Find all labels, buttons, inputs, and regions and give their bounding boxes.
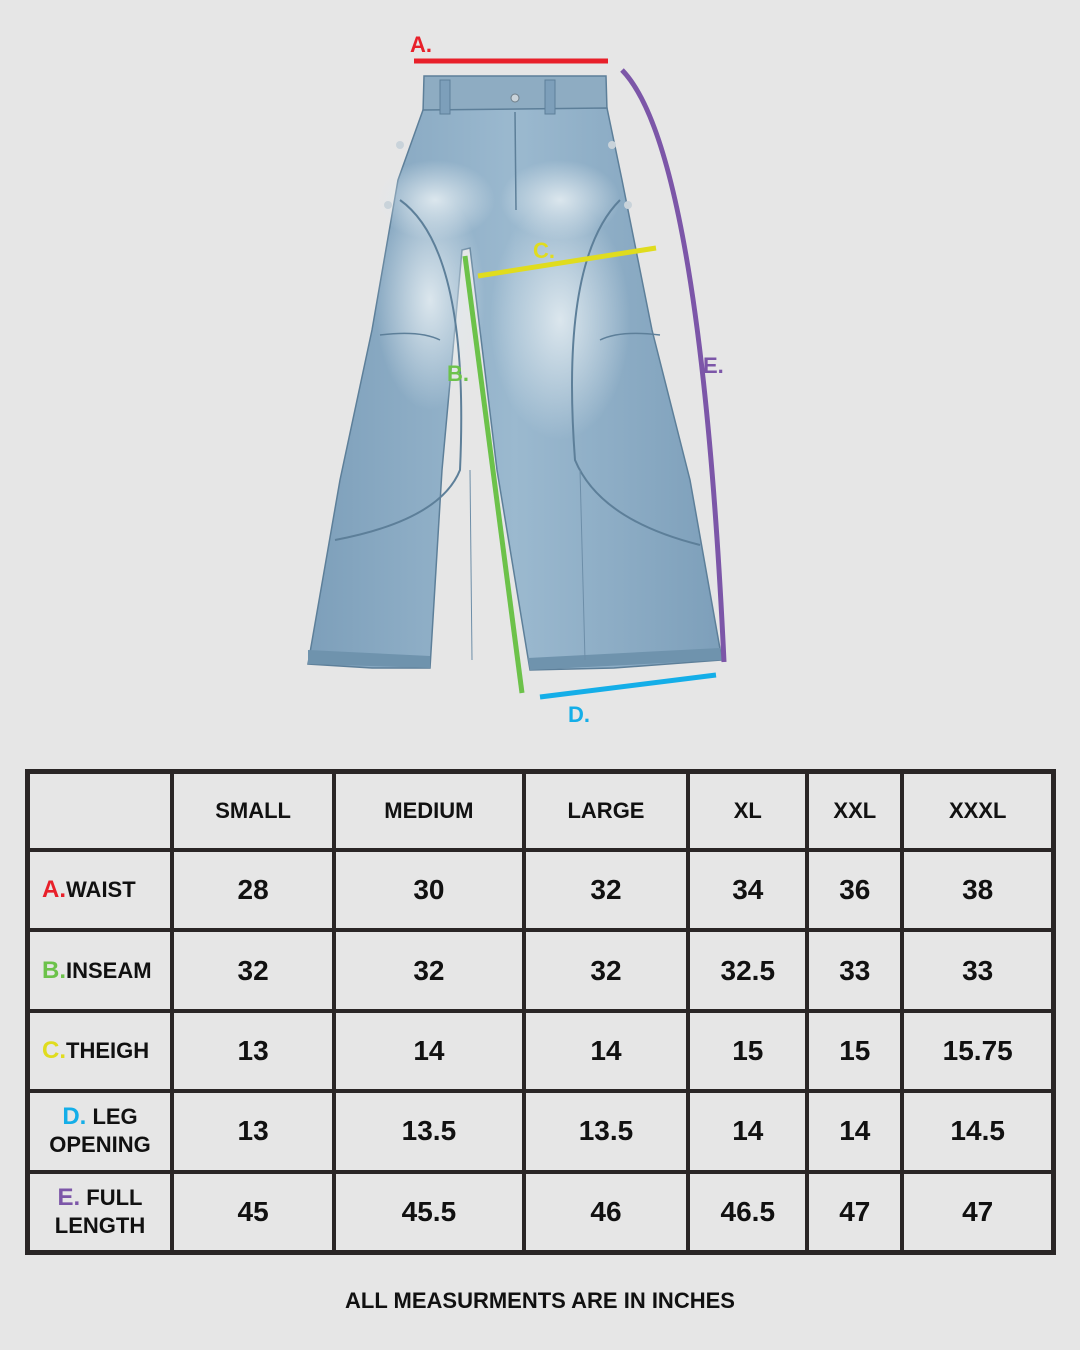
table-cell: 13 — [172, 1091, 334, 1171]
header-small: SMALL — [172, 772, 334, 850]
row-label-full-length — [28, 1172, 172, 1252]
table-cell: 32 — [524, 930, 689, 1010]
table-cell: 14 — [688, 1091, 807, 1171]
table-cell: 15.75 — [902, 1011, 1053, 1091]
measure-label-e: E. — [703, 353, 724, 378]
row-name: FULL — [80, 1184, 143, 1210]
table-cell: 15 — [688, 1011, 807, 1091]
units-footnote: ALL MEASURMENTS ARE IN INCHES — [345, 1288, 735, 1313]
table-cell: 33 — [902, 930, 1053, 1010]
measure-label-d: D. — [568, 702, 590, 727]
table-cell: 32 — [172, 930, 334, 1010]
table-cell: 38 — [902, 850, 1053, 930]
table-cell: 34 — [688, 850, 807, 930]
table-header-row — [28, 772, 1053, 850]
measure-label-b: B. — [447, 361, 469, 386]
table-cell: 30 — [334, 850, 524, 930]
header-large: LARGE — [524, 772, 689, 850]
row-name-line2: LENGTH — [54, 1212, 146, 1238]
measure-line-d — [540, 675, 716, 697]
size-chart-table — [25, 769, 1056, 1255]
row-label-theigh — [28, 1011, 172, 1091]
table-row — [28, 850, 1053, 930]
row-name: INSEAM — [66, 957, 152, 983]
table-cell: 32.5 — [688, 930, 807, 1010]
row-name: WAIST — [66, 877, 136, 903]
table-cell: 14 — [807, 1091, 902, 1171]
table-corner-cell — [28, 772, 172, 850]
table-cell: 47 — [807, 1172, 902, 1252]
table-cell: 45 — [172, 1172, 334, 1252]
table-cell: 46 — [524, 1172, 689, 1252]
table-cell: 14.5 — [902, 1091, 1053, 1171]
row-name: LEG — [86, 1104, 138, 1130]
measure-label-c: C. — [533, 238, 555, 263]
table-cell: 33 — [807, 930, 902, 1010]
table-cell: 13.5 — [334, 1091, 524, 1171]
row-letter: D. — [62, 1103, 87, 1131]
row-letter: E. — [57, 1183, 81, 1211]
table-cell: 46.5 — [688, 1172, 807, 1252]
table-cell: 13 — [172, 1011, 334, 1091]
table-cell: 36 — [807, 850, 902, 930]
table-cell: 13.5 — [524, 1091, 689, 1171]
row-letter: A. — [42, 876, 66, 904]
table-cell: 14 — [334, 1011, 524, 1091]
table-cell: 28 — [172, 850, 334, 930]
row-label-inseam — [28, 930, 172, 1010]
row-name-line2: OPENING — [49, 1132, 151, 1158]
table-row — [28, 1011, 1053, 1091]
table-cell: 32 — [524, 850, 689, 930]
row-label-leg-opening — [28, 1091, 172, 1171]
header-xxxl: XXXL — [902, 772, 1053, 850]
row-letter: B. — [42, 956, 66, 984]
table-cell: 15 — [807, 1011, 902, 1091]
table-cell: 32 — [334, 930, 524, 1010]
table-row — [28, 930, 1053, 1010]
table-cell: 14 — [524, 1011, 689, 1091]
table-cell: 47 — [902, 1172, 1053, 1252]
table-row — [28, 1172, 1053, 1252]
header-xl: XL — [688, 772, 807, 850]
row-label-waist — [28, 850, 172, 930]
table-cell: 45.5 — [334, 1172, 524, 1252]
row-letter: C. — [42, 1036, 66, 1064]
header-xxl: XXL — [807, 772, 902, 850]
table-row — [28, 1091, 1053, 1171]
header-medium: MEDIUM — [334, 772, 524, 850]
jeans-illustration — [308, 76, 722, 670]
measure-label-a: A. — [410, 32, 432, 57]
row-name: THEIGH — [66, 1037, 150, 1063]
